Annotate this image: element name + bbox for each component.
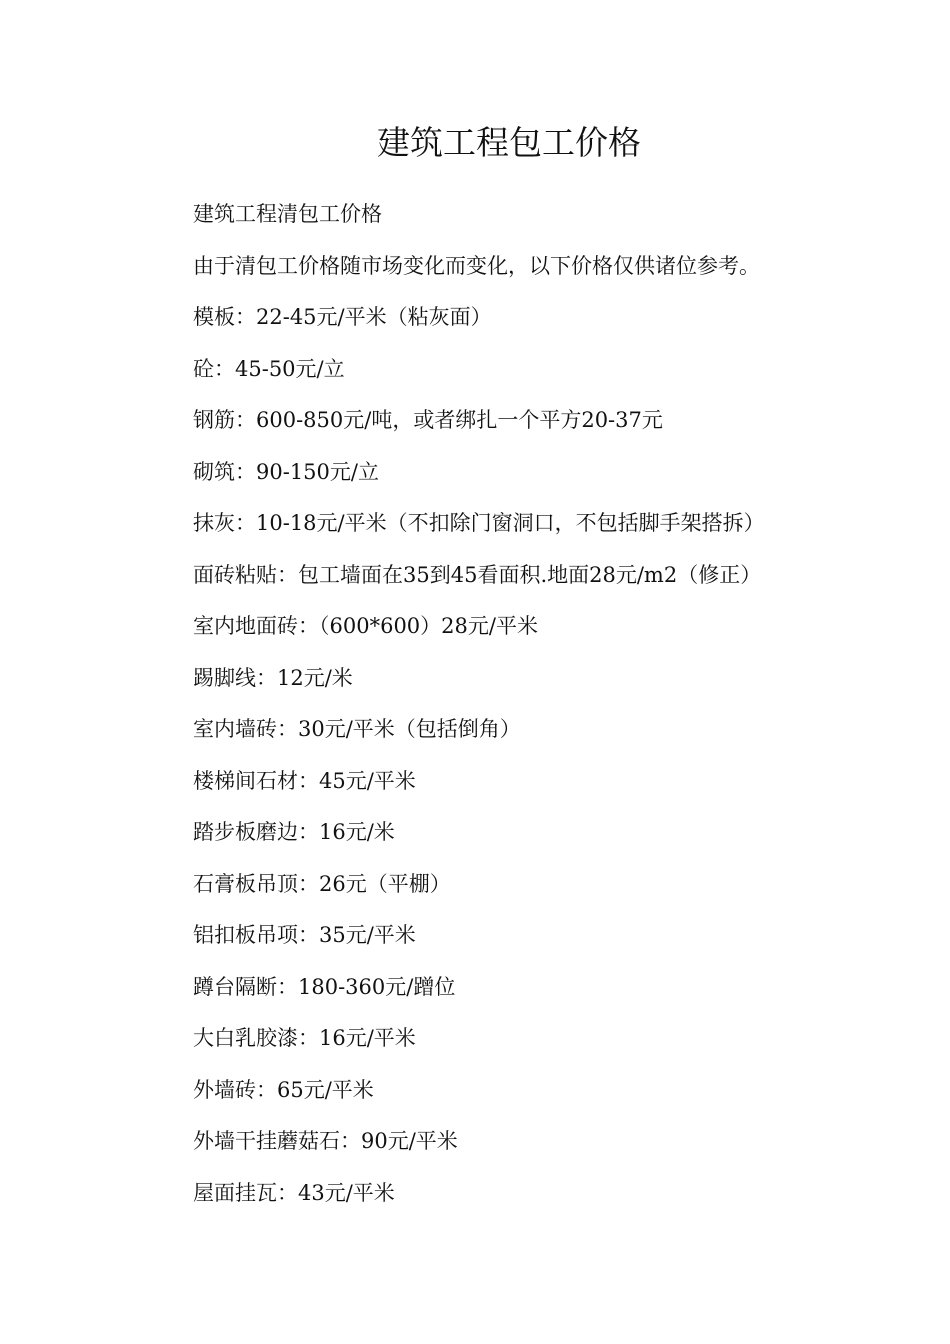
price-item-latex-paint: 大白乳胶漆：16元/平米 (193, 1026, 416, 1050)
price-item-exterior-stone: 外墙干挂蘑菇石：90元/平米 (193, 1129, 458, 1153)
price-item-concrete: 砼：45-50元/立 (193, 356, 345, 381)
intro-heading: 建筑工程清包工价格 (193, 202, 382, 226)
intro-note: 由于清包工价格随市场变化而变化，以下价格仅供诸位参考。 (193, 253, 760, 278)
price-item-skirting: 踢脚线：12元/米 (193, 665, 353, 690)
price-item-masonry: 砌筑：90-150元/立 (193, 459, 379, 484)
price-item-formwork: 模板：22-45元/平米（粘灰面） (193, 305, 492, 329)
price-item-partition: 蹲台隔断：180-360元/蹭位 (193, 974, 456, 999)
price-item-wall-tile: 室内墙砖：30元/平米（包括倒角） (193, 717, 521, 741)
price-item-rebar: 钢筋：600-850元/吨，或者绑扎一个平方20-37元 (193, 408, 663, 432)
document-title: 建筑工程包工价格 (377, 123, 641, 162)
price-item-floor-tile: 室内地面砖：（600*600）28元/平米 (193, 614, 538, 638)
price-item-aluminum-ceiling: 铝扣板吊项：35元/平米 (193, 923, 416, 947)
price-item-gypsum-ceiling: 石膏板吊顶：26元（平棚） (193, 871, 451, 896)
price-item-stair-stone: 楼梯间石材：45元/平米 (193, 768, 416, 793)
price-item-roof-tile: 屋面挂瓦：43元/平米 (193, 1180, 395, 1205)
price-item-tile-laying: 面砖粘贴：包工墙面在35到45看面积.地面28元/m2（修正） (193, 562, 762, 587)
price-item-step-edging: 踏步板磨边：16元/米 (193, 820, 395, 844)
price-list (193, 192, 913, 1222)
price-item-plastering: 抹灰：10-18元/平米（不扣除门窗洞口，不包括脚手架搭拆） (193, 511, 765, 535)
price-item-exterior-tile: 外墙砖：65元/平米 (193, 1077, 374, 1102)
